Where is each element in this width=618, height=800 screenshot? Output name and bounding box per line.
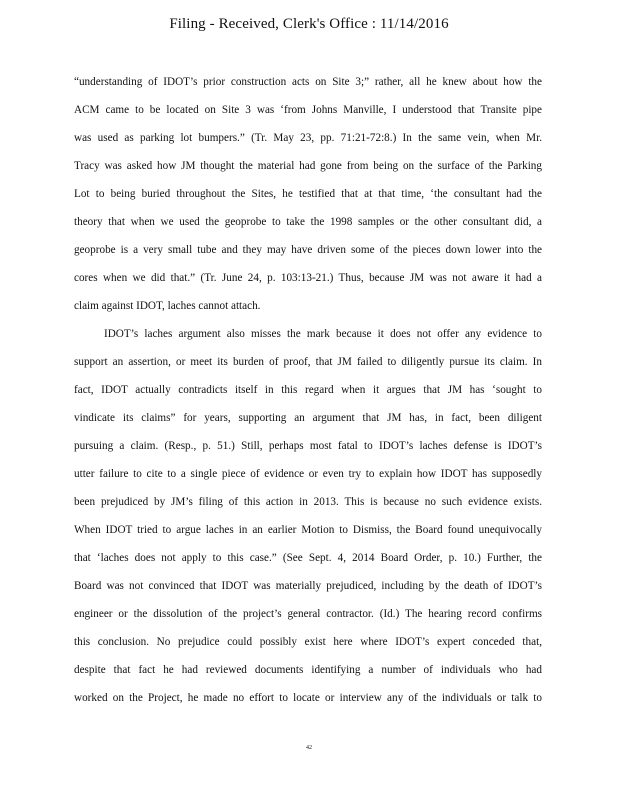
text-line: that ‘laches does not apply to this case.” (See Sept. 4, 2014 Board Order, p. 10.) Further, the (74, 552, 542, 564)
text-line: fact, IDOT actually contradicts itself in this regard when it argues that JM has ‘sought to (74, 384, 542, 396)
text-line: was used as parking lot bumpers.” (Tr. May 23, pp. 71:21-72:8.) In the same vein, when Mr. (74, 132, 542, 144)
text-line: cores when we did that.” (Tr. June 24, p. 103:13-21.) Thus, because JM was not aware it had a (74, 272, 542, 284)
text-line: utter failure to cite to a single piece of evidence or even try to explain how IDOT has supposedly (74, 468, 542, 480)
text-line: pursuing a claim. (Resp., p. 51.) Still, perhaps most fatal to IDOT’s laches defense is IDOT’s (74, 440, 542, 452)
text-line: support an assertion, or meet its burden of proof, that JM failed to diligently pursue its claim. In (74, 356, 542, 368)
text-line: “understanding of IDOT’s prior construction acts on Site 3;” rather, all he knew about how the (74, 76, 542, 88)
text-line: engineer or the dissolution of the project’s general contractor. (Id.) The hearing record confirms (74, 608, 542, 620)
text-line: When IDOT tried to argue laches in an earlier Motion to Dismiss, the Board found unequivocally (74, 524, 542, 536)
document-body (74, 68, 542, 712)
page-number: 42 (306, 745, 312, 751)
text-line: claim against IDOT, laches cannot attach. (74, 300, 261, 312)
filing-header: Filing - Received, Clerk's Office : 11/14/2016 (169, 16, 449, 32)
text-line: IDOT’s laches argument also misses the mark because it does not offer any evidence to (104, 328, 542, 340)
text-line: despite that fact he had reviewed documents identifying a number of individuals who had (74, 664, 542, 676)
text-line: Board was not convinced that IDOT was materially prejudiced, including by the death of IDOT’s (74, 580, 542, 592)
text-line: geoprobe is a very small tube and they may have driven some of the pieces down lower into the (74, 244, 542, 256)
text-line: this conclusion. No prejudice could possibly exist here where IDOT’s expert conceded that, (74, 636, 542, 648)
text-line: Lot to being buried throughout the Sites, he testified that at that time, ‘the consultant had the (74, 188, 542, 200)
text-line: Tracy was asked how JM thought the material had gone from being on the surface of the Parking (74, 160, 542, 172)
text-line: theory that when we used the geoprobe to take the 1998 samples or the other consultant did, a (74, 216, 542, 228)
text-line: ACM came to be located on Site 3 was ‘from Johns Manville, I understood that Transite pipe (74, 104, 542, 116)
paragraph-2 (74, 320, 542, 712)
text-line: been prejudiced by JM’s filing of this action in 2013. This is because no such evidence exists. (74, 496, 542, 508)
text-line: worked on the Project, he made no effort to locate or interview any of the individuals or talk to (74, 692, 542, 704)
paragraph-1 (74, 68, 542, 320)
text-line: vindicate its claims” for years, supporting an argument that JM has, in fact, been diligent (74, 412, 542, 424)
